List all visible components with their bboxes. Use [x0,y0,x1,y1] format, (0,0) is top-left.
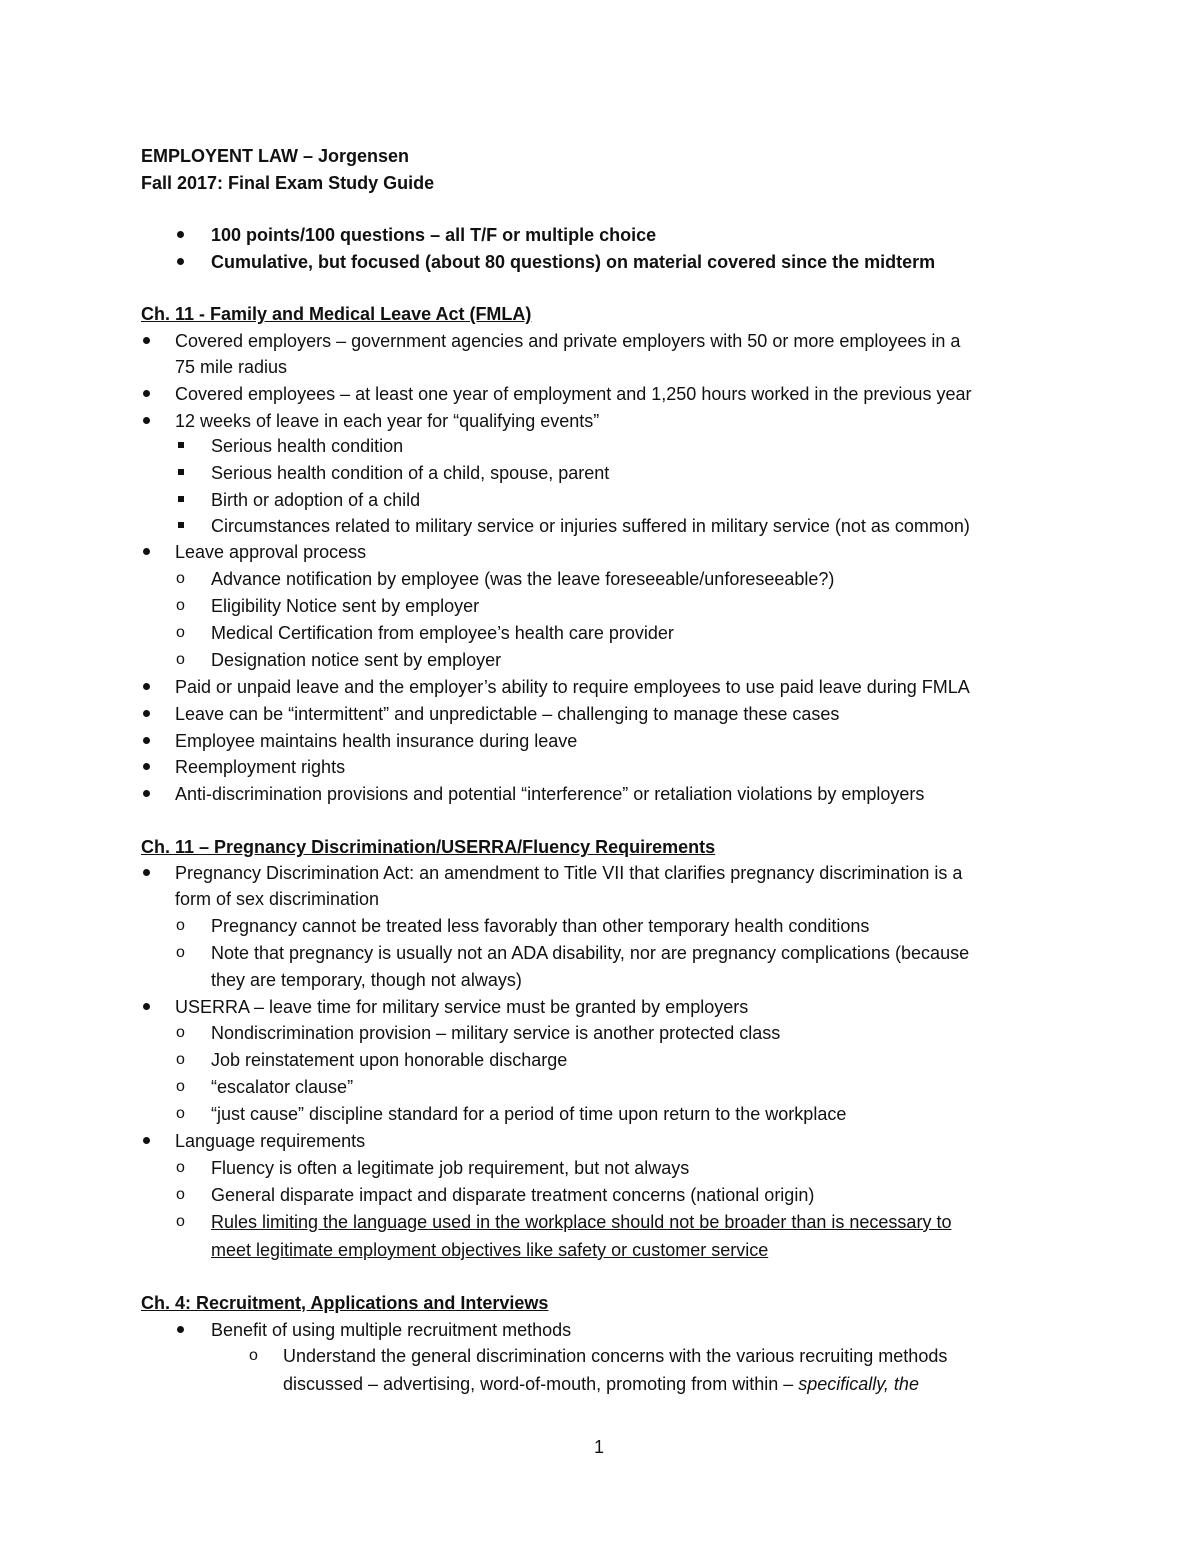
section-heading-fmla: Ch. 11 - Family and Medical Leave Act (FMLA) [141,304,532,324]
bullet-icon [143,417,150,424]
list-item: Language requirements [175,1131,366,1151]
bullet-icon [143,548,150,555]
sub-list-item: Medical Certification from employee’s health care provider [211,623,674,643]
section-heading-pregnancy-userra: Ch. 11 – Pregnancy Discrimination/USERRA/Fluency Requirements [141,837,716,857]
sub-list-item: Fluency is often a legitimate job requirement, but not always [211,1158,690,1178]
list-item: Covered employers – government agencies and private employers with 50 or more employees in a [175,331,961,351]
list-item-continuation: form of sex discrimination [175,889,380,909]
bullet-icon [143,790,150,797]
list-item: Leave can be “intermittent” and unpredictable – challenging to manage these cases [175,704,840,724]
list-item: Paid or unpaid leave and the employer’s ability to require employees to use paid leave during FMLA [175,677,970,697]
sub-list-item: “escalator clause” [211,1077,354,1097]
intro-item: 100 points/100 questions – all T/F or multiple choice [211,225,657,245]
list-item: Anti-discrimination provisions and potential “interference” or retaliation violations by employers [175,784,925,804]
sub-list-item: Pregnancy cannot be treated less favorably than other temporary health conditions [211,916,870,936]
sub-list-item: Understand the general discrimination concerns with the various recruiting methods [283,1346,948,1366]
circle-bullet-icon: o [176,651,185,668]
page-number: 1 [594,1437,605,1457]
section-heading-recruitment: Ch. 4: Recruitment, Applications and Interviews [141,1293,549,1313]
sub-list-item: Serious health condition [211,436,404,456]
sub-list-item-italic-text: specifically, the [798,1374,919,1394]
bullet-icon [143,683,150,690]
intro-item: Cumulative, but focused (about 80 questions) on material covered since the midterm [211,252,936,272]
sub-list-item: Birth or adoption of a child [211,490,421,510]
bullet-icon [177,231,184,238]
list-item: Benefit of using multiple recruitment methods [211,1320,572,1340]
circle-bullet-icon: o [176,597,185,614]
square-bullet-icon [178,496,184,502]
list-item: Leave approval process [175,542,367,562]
circle-bullet-icon: o [176,1078,185,1095]
sub-list-item-continuation: they are temporary, though not always) [211,970,522,990]
sub-list-item: Serious health condition of a child, spouse, parent [211,463,610,483]
circle-bullet-icon: o [176,1159,185,1176]
list-item-continuation: 75 mile radius [175,357,288,377]
circle-bullet-icon: o [176,1105,185,1122]
circle-bullet-icon: o [176,1051,185,1068]
list-item: Covered employees – at least one year of employment and 1,250 hours worked in the previous year [175,384,972,404]
document-title: EMPLOYENT LAW – Jorgensen [141,146,410,166]
bullet-icon [143,390,150,397]
sub-list-item: Eligibility Notice sent by employer [211,596,480,616]
sub-list-item: Designation notice sent by employer [211,650,502,670]
bullet-icon [143,337,150,344]
bullet-icon [177,1326,184,1333]
list-item: Employee maintains health insurance during leave [175,731,578,751]
sub-list-item: General disparate impact and disparate treatment concerns (national origin) [211,1185,815,1205]
sub-list-item: Nondiscrimination provision – military service is another protected class [211,1023,781,1043]
document-subtitle: Fall 2017: Final Exam Study Guide [141,173,435,193]
sub-list-item-underlined: Rules limiting the language used in the workplace should not be broader than is necessary to [211,1212,952,1232]
list-item: Pregnancy Discrimination Act: an amendment to Title VII that clarifies pregnancy discrimination is a [175,863,963,883]
circle-bullet-icon: o [176,570,185,587]
circle-bullet-icon: o [176,1213,185,1230]
bullet-icon [143,1137,150,1144]
list-item: 12 weeks of leave in each year for “qualifying events” [175,411,600,431]
circle-bullet-icon: o [176,624,185,641]
bullet-icon [143,763,150,770]
bullet-icon [143,1003,150,1010]
square-bullet-icon [178,469,184,475]
sub-list-item: “just cause” discipline standard for a period of time upon return to the workplace [211,1104,847,1124]
sub-list-item: Note that pregnancy is usually not an ADA disability, nor are pregnancy complications (because [211,943,970,963]
sub-list-item: Advance notification by employee (was the leave foreseeable/unforeseeable?) [211,569,835,589]
circle-bullet-icon: o [176,917,185,934]
circle-bullet-icon: o [249,1347,258,1364]
list-item: Reemployment rights [175,757,346,777]
circle-bullet-icon: o [176,1186,185,1203]
sub-list-item: Job reinstatement upon honorable discharge [211,1050,568,1070]
list-item: USERRA – leave time for military service must be granted by employers [175,997,749,1017]
square-bullet-icon [178,522,184,528]
bullet-icon [143,710,150,717]
sub-list-item-continuation [283,1373,919,1395]
sub-list-item: Circumstances related to military service or injuries suffered in military service (not as common) [211,516,970,536]
sub-list-item-underlined-continuation: meet legitimate employment objectives like safety or customer service [211,1240,769,1260]
bullet-icon [177,258,184,265]
bullet-icon [143,737,150,744]
bullet-icon [143,869,150,876]
square-bullet-icon [178,442,184,448]
circle-bullet-icon: o [176,1024,185,1041]
sub-list-item-text: discussed – advertising, word-of-mouth, promoting from within – [283,1374,799,1394]
circle-bullet-icon: o [176,944,185,961]
